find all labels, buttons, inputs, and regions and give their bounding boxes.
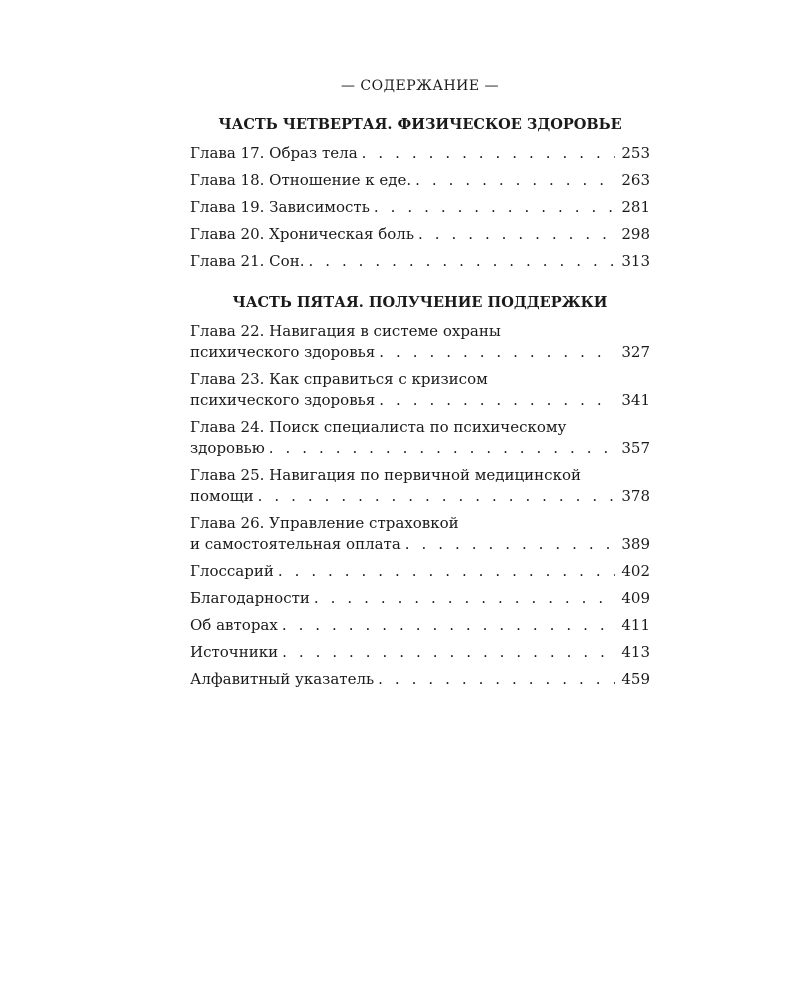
entry-title: Благодарности xyxy=(190,589,310,607)
entry-title-continued: и самостоятельная оплата xyxy=(190,535,401,553)
page-number: 253 xyxy=(621,144,650,162)
entry-title-line: Глава 22. Навигация в системе охраны xyxy=(190,322,501,340)
toc-entry[interactable] xyxy=(190,465,650,507)
toc-entry[interactable] xyxy=(190,251,650,272)
page-number: 413 xyxy=(621,643,650,661)
entry-title: Глава 20. Хроническая боль xyxy=(190,225,414,243)
toc-entry[interactable] xyxy=(190,321,650,363)
leader-dots xyxy=(258,486,616,507)
entry-title-line: Глава 23. Как справиться с кризисом xyxy=(190,370,488,388)
toc-section-part-5 xyxy=(190,321,650,690)
leader-dots xyxy=(418,224,615,245)
toc-section-part-4 xyxy=(190,143,650,272)
page-number: 402 xyxy=(621,562,650,580)
entry-title-line: Глава 24. Поиск специалиста по психическому xyxy=(190,418,567,436)
leader-dots xyxy=(379,390,615,411)
entry-title-continued: психического здоровья xyxy=(190,343,376,361)
part-title: ЧАСТЬ ЧЕТВЕРТАЯ. ФИЗИЧЕСКОЕ ЗДОРОВЬЕ xyxy=(218,116,622,133)
toc-entry[interactable] xyxy=(190,669,650,690)
entry-title: Глава 21. Сон. xyxy=(190,252,305,270)
entry-title: Глава 18. Отношение к еде. xyxy=(190,171,412,189)
entry-title-continued: психического здоровья xyxy=(190,391,376,409)
page-number: 341 xyxy=(621,391,650,409)
page-number: 263 xyxy=(621,171,650,189)
page-number: 313 xyxy=(621,252,650,270)
page-number: 389 xyxy=(621,535,650,553)
page-number: 378 xyxy=(621,487,650,505)
page-number: 459 xyxy=(621,670,650,688)
toc-entry[interactable] xyxy=(190,561,650,582)
entry-title: Алфавитный указатель xyxy=(190,670,375,688)
toc-entry[interactable] xyxy=(190,143,650,164)
entry-title: Глоссарий xyxy=(190,562,274,580)
page-number: 409 xyxy=(621,589,650,607)
leader-dots xyxy=(269,438,616,459)
leader-dots xyxy=(379,342,615,363)
toc-entry[interactable] xyxy=(190,197,650,218)
page-number: 327 xyxy=(621,343,650,361)
page-number: 357 xyxy=(621,439,650,457)
leader-dots xyxy=(405,534,616,555)
toc-entry[interactable] xyxy=(190,588,650,609)
leader-dots xyxy=(282,615,616,636)
leader-dots xyxy=(378,669,615,690)
entry-title: Об авторах xyxy=(190,616,278,634)
toc-entry[interactable] xyxy=(190,224,650,245)
page-number: 411 xyxy=(621,616,650,634)
entry-title-continued: здоровью xyxy=(190,439,265,457)
leader-dots xyxy=(362,143,616,164)
toc-entry[interactable] xyxy=(190,369,650,411)
toc-entry[interactable] xyxy=(190,417,650,459)
running-head: — СОДЕРЖАНИЕ — xyxy=(340,78,500,94)
entry-title: Глава 19. Зависимость xyxy=(190,198,370,216)
toc-entry[interactable] xyxy=(190,615,650,636)
page-number: 298 xyxy=(621,225,650,243)
leader-dots xyxy=(314,588,615,609)
toc-entry[interactable] xyxy=(190,642,650,663)
leader-dots xyxy=(415,170,615,191)
part-title: ЧАСТЬ ПЯТАЯ. ПОЛУЧЕНИЕ ПОДДЕРЖКИ xyxy=(232,294,608,311)
leader-dots xyxy=(308,251,615,272)
toc-entry[interactable] xyxy=(190,513,650,555)
entry-title-line: Глава 25. Навигация по первичной медицинской xyxy=(190,466,581,484)
leader-dots xyxy=(282,642,615,663)
toc-entry[interactable] xyxy=(190,170,650,191)
entry-title: Источники xyxy=(190,643,279,661)
page-number: 281 xyxy=(621,198,650,216)
entry-title-continued: помощи xyxy=(190,487,254,505)
leader-dots xyxy=(278,561,616,582)
table-of-contents xyxy=(190,78,650,696)
leader-dots xyxy=(374,197,615,218)
entry-title: Глава 17. Образ тела xyxy=(190,144,358,162)
entry-title-line: Глава 26. Управление страховкой xyxy=(190,514,459,532)
